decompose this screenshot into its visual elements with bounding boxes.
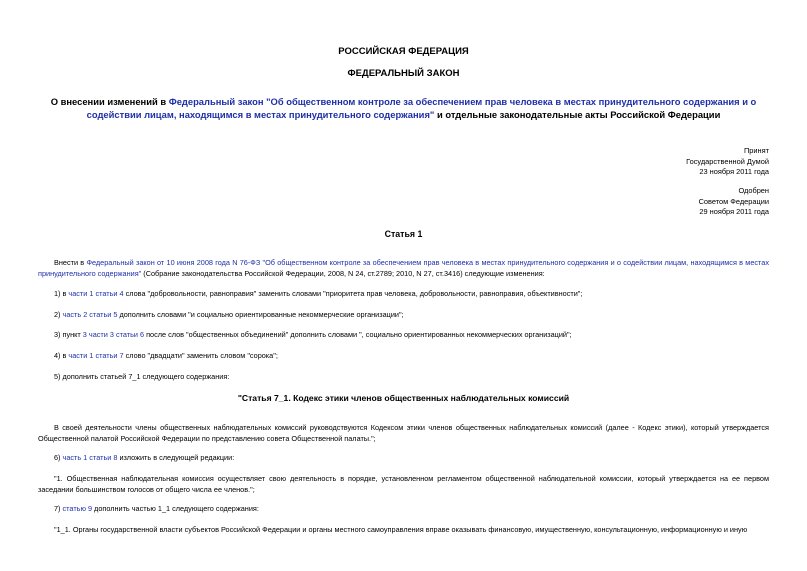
item-link-article[interactable]: статьи 8 (89, 453, 118, 462)
item-text: изложить в следующей редакции: (117, 453, 235, 462)
item-text: дополнить словами "и социально ориентированные некоммерческие организации"; (117, 310, 404, 319)
quoted-article-text: В своей деятельности члены общественных наблюдательных комиссий руководствуются Кодексом этики членов общественных наблюдательных комиссий (далее - Кодекс этики), который утверждается Общественной палатой Российской Федерации по представлению совета Общественной палаты."; (38, 423, 769, 443)
approval-line-1: Одобрен (738, 186, 769, 195)
amendment-item-6 (38, 453, 769, 464)
item-link-part[interactable]: части 1 (68, 351, 94, 360)
amendment-item-3 (38, 330, 769, 341)
adoption-line-1: Принят (743, 146, 769, 155)
amendment-item-6-text: "1. Общественная наблюдательная комиссия осуществляет свою деятельность в порядке, установленном регламентом общественной наблюдательной комиссии, который утверждается на ее первом заседании большинством голосов от общего числа ее членов."; (38, 474, 769, 494)
amendment-item-2 (38, 310, 769, 321)
item-link-article[interactable]: статью 9 (62, 504, 93, 513)
quoted-article-heading: "Статья 7_1. Кодекс этики членов общественных наблюдательных комиссий (237, 393, 570, 403)
item-text: 4) в (54, 351, 69, 360)
item-text: 7) (54, 504, 63, 513)
law-title-suffix: и отдельные законодательные акты Российской Федерации (434, 109, 721, 120)
amendment-item-4 (38, 351, 769, 362)
amendment-item-7 (38, 504, 769, 515)
item-text: 6) (54, 453, 63, 462)
approval-line-2: Советом Федерации (698, 196, 769, 206)
article-1-intro (38, 258, 769, 279)
adoption-block (686, 146, 769, 178)
intro-suffix: (Собрание законодательства Российской Федерации, 2008, N 24, ст.2789; 2010, N 27, ст.3416) следующие изменения: (141, 268, 545, 278)
item-link-article[interactable]: статьи 7 (95, 351, 124, 360)
item-text: после слов "общественных объединений" дополнить словами ", социально ориентированных некоммерческих организаций"; (144, 330, 572, 339)
item-text: 1) в (54, 289, 69, 298)
intro-prefix: Внести в (54, 258, 87, 267)
law-title-prefix: О внесении изменений в (50, 96, 169, 107)
approval-block (699, 186, 769, 218)
article-1-heading: Статья 1 (384, 229, 423, 239)
amendment-item-1 (38, 289, 769, 300)
item-text: слова "добровольности, равноправия" заменить словами "приоритета прав человека, добровольности, равноправия, объективности"; (123, 289, 583, 298)
item-link-part[interactable]: части 3 (88, 330, 114, 339)
approval-date: 29 ноября 2011 года (699, 207, 769, 216)
country-heading: РОССИЙСКАЯ ФЕДЕРАЦИЯ (338, 46, 469, 57)
item-link-article[interactable]: статьи 5 (89, 310, 118, 319)
item-text: 2) (54, 310, 63, 319)
item-link-part[interactable]: части 1 (68, 289, 94, 298)
amendment-item-5: 5) дополнить статьей 7_1 следующего содержания: (54, 372, 230, 381)
item-link-part[interactable]: часть 1 (62, 453, 88, 462)
item-text: дополнить частью 1_1 следующего содержания: (92, 504, 259, 513)
item-link-article[interactable]: статьи 4 (95, 289, 124, 298)
adoption-line-2: Государственной Думой (686, 156, 769, 166)
item-text: 3) пункт (54, 330, 83, 339)
item-link-part[interactable]: часть 2 (62, 310, 88, 319)
amendment-item-7-text: "1_1. Органы государственной власти субъектов Российской Федерации и органы местного самоуправления вправе оказывать финансовую, имущественную, консультационную, информационную и иную (54, 525, 748, 534)
adoption-date: 23 ноября 2011 года (699, 167, 769, 176)
item-link-article[interactable]: статьи 6 (115, 330, 145, 339)
item-link-clause[interactable]: 3 (82, 330, 87, 339)
intro-law-link[interactable]: Федеральный закон от 10 июня 2008 года N 76-ФЗ "Об общественном контроле за обеспечением прав человека в местах принудительного содержания и о содействии лицам, находящимся в местах принудительного содержания" (38, 258, 769, 278)
law-title (30, 95, 777, 121)
law-type-heading: ФЕДЕРАЛЬНЫЙ ЗАКОН (347, 68, 460, 79)
item-text: слово "двадцати" заменить словом "сорока"; (123, 351, 278, 360)
law-title-link[interactable]: Федеральный закон "Об общественном контроле за обеспечением прав человека в местах принудительного содержания и о содействии лицам, находящимся в местах принудительного содержания" (86, 96, 757, 120)
